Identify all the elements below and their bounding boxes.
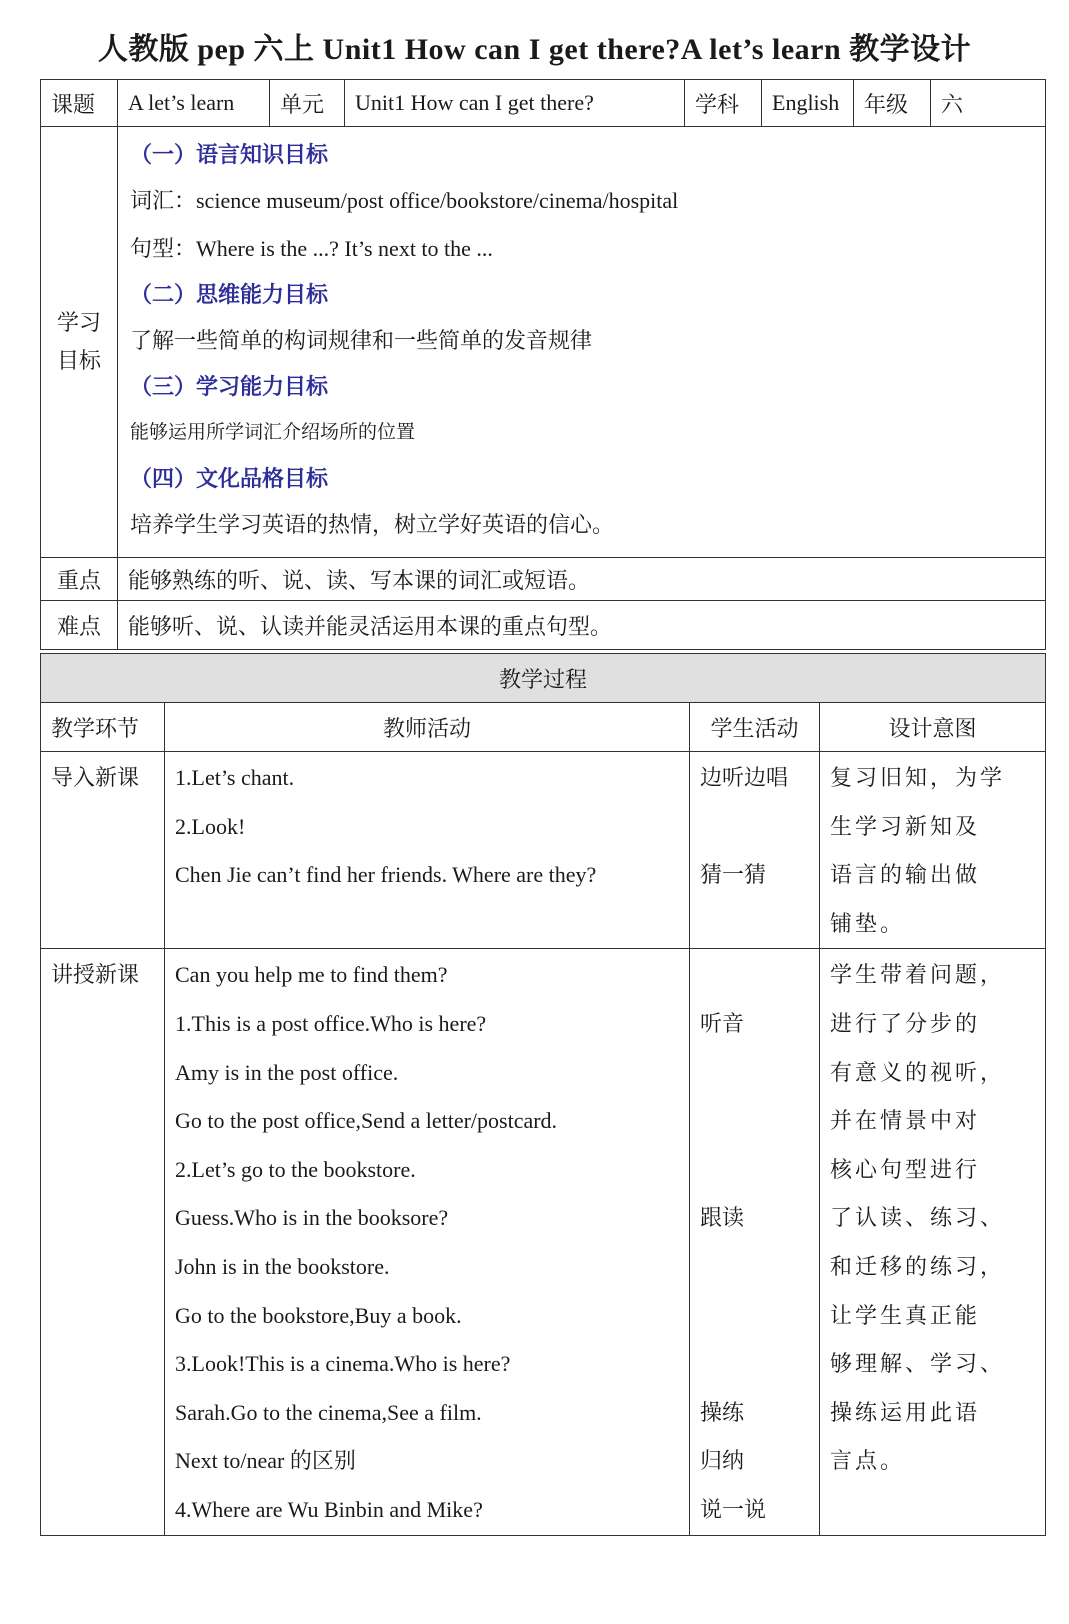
intro-student-line: 边听边唱 [700,765,789,790]
teach-teacher-line: 1.This is a post office.Who is here? [175,1010,487,1036]
teach-student-line: 操练 [700,1399,745,1425]
intro-intent-line: 语言的输出做 [830,862,981,888]
teach-teacher-line: Go to the post office,Send a letter/postcard. [175,1108,558,1134]
teach-teacher-line: 2.Let’s go to the bookstore. [175,1156,416,1182]
lesson-info-table [40,79,1046,650]
teach-intent-line: 操练运用此语 [830,1399,981,1425]
teach-student-line: 跟读 [700,1205,745,1231]
teach-intent-line: 了认读、练习、 [830,1205,1006,1231]
teach-student-line [700,1243,809,1292]
teach-student-line: 听音 [700,1010,745,1036]
teach-teacher-line: Sarah.Go to the cinema,See a film. [175,1399,482,1425]
goal-heading-language: （一）语言知识目标 [130,142,329,167]
teach-teacher-line: Guess.Who is in the booksore? [175,1205,449,1231]
teach-intent-line: 言点。 [830,1448,906,1474]
goals-label [41,127,118,558]
teach-design-intent [820,949,1046,1535]
intro-teacher-line: Chen Jie can’t find her friends. Where are they? [175,862,597,888]
teach-student-line [700,1340,809,1389]
intro-teacher-line: 1.Let’s chant. [175,765,295,790]
process-title: 教学过程 [41,654,1046,703]
teach-teacher-line: Can you help me to find them? [175,962,448,988]
teach-intent-line: 核心句型进行 [830,1156,981,1182]
grade-value: 六 [931,80,1046,127]
key-point-text: 能够熟练的听、说、读、写本课的词汇或短语。 [118,558,1046,601]
topic-label: 课题 [41,80,118,127]
goal-sentence-pattern: 句型：Where is the ...? It’s next to the ... [130,236,493,261]
teach-intent-line: 够理解、学习、 [830,1351,1006,1377]
difficult-point-text: 能够听、说、认读并能灵活运用本课的重点句型。 [118,601,1046,650]
goal-learning-text: 能够运用所学词汇介绍场所的位置 [130,422,416,443]
teach-student-line [700,1097,809,1146]
intro-student-line [700,803,809,852]
col-intent-header: 设计意图 [820,703,1046,752]
grade-label: 年级 [854,80,931,127]
goal-vocabulary: 词汇：science museum/post office/bookstore/cinema/hospital [130,188,679,213]
intro-design-intent [820,752,1046,949]
intro-intent-line: 复习旧知，为学 [830,765,1006,790]
unit-value: Unit1 How can I get there? [345,80,685,127]
unit-label: 单元 [270,80,345,127]
subject-label: 学科 [685,80,762,127]
intro-intent-line: 生学习新知及 [830,813,981,839]
teach-student-line: 说一说 [700,1496,767,1522]
intro-intent-line: 铺垫。 [830,910,906,936]
key-point-label: 重点 [41,558,118,601]
intro-teacher-activities [165,752,690,949]
col-student-header: 学生活动 [690,703,820,752]
document-title: 人教版 pep 六上 Unit1 How can I get there?A let’s learn 教学设计 [97,33,972,66]
teach-student-line [700,1292,809,1341]
teach-intent-line: 让学生真正能 [830,1302,981,1328]
goals-content [118,127,1046,558]
teach-intent-line: 和迁移的练习， [830,1253,1006,1279]
teach-student-line [700,951,809,1000]
col-teacher-header: 教师活动 [165,703,690,752]
teach-student-line [700,1049,809,1098]
teach-student-line [700,1146,809,1195]
teach-intent-line: 并在情景中对 [830,1108,981,1134]
teach-teacher-line: John is in the bookstore. [175,1253,390,1279]
teach-intent-line: 有意义的视听， [830,1059,1006,1085]
teaching-process-table [40,653,1046,1536]
goals-label-text: 学习目标 [56,310,101,373]
intro-student-activities [690,752,820,949]
teach-teacher-line: Amy is in the post office. [175,1059,399,1085]
teach-teacher-line: 4.Where are Wu Binbin and Mike? [175,1496,483,1522]
subject-value: English [762,80,854,127]
goal-heading-learning: （三）学习能力目标 [130,374,329,399]
col-stage-header: 教学环节 [41,703,165,752]
intro-stage: 导入新课 [41,752,165,949]
teach-student-line: 归纳 [700,1448,745,1474]
teach-teacher-line: Go to the bookstore,Buy a book. [175,1302,462,1328]
teach-intent-line: 学生带着问题， [830,962,1006,988]
goal-heading-thinking: （二）思维能力目标 [130,282,329,307]
teach-teacher-line: 3.Look!This is a cinema.Who is here? [175,1351,511,1377]
topic-value: A let’s learn [118,80,270,127]
intro-teacher-line: 2.Look! [175,813,246,839]
goal-thinking-text: 了解一些简单的构词规律和一些简单的发音规律 [130,328,593,353]
teach-stage: 讲授新课 [41,949,165,1535]
difficult-point-label: 难点 [41,601,118,650]
teach-teacher-line: Next to/near 的区别 [175,1448,356,1474]
teach-intent-line: 进行了分步的 [830,1010,981,1036]
teach-student-activities [690,949,820,1535]
goal-heading-culture: （四）文化品格目标 [130,466,329,491]
teach-teacher-activities [165,949,690,1535]
intro-student-line: 猜一猜 [700,862,767,888]
goal-culture-text: 培养学生学习英语的热情，树立学好英语的信心。 [130,512,615,537]
